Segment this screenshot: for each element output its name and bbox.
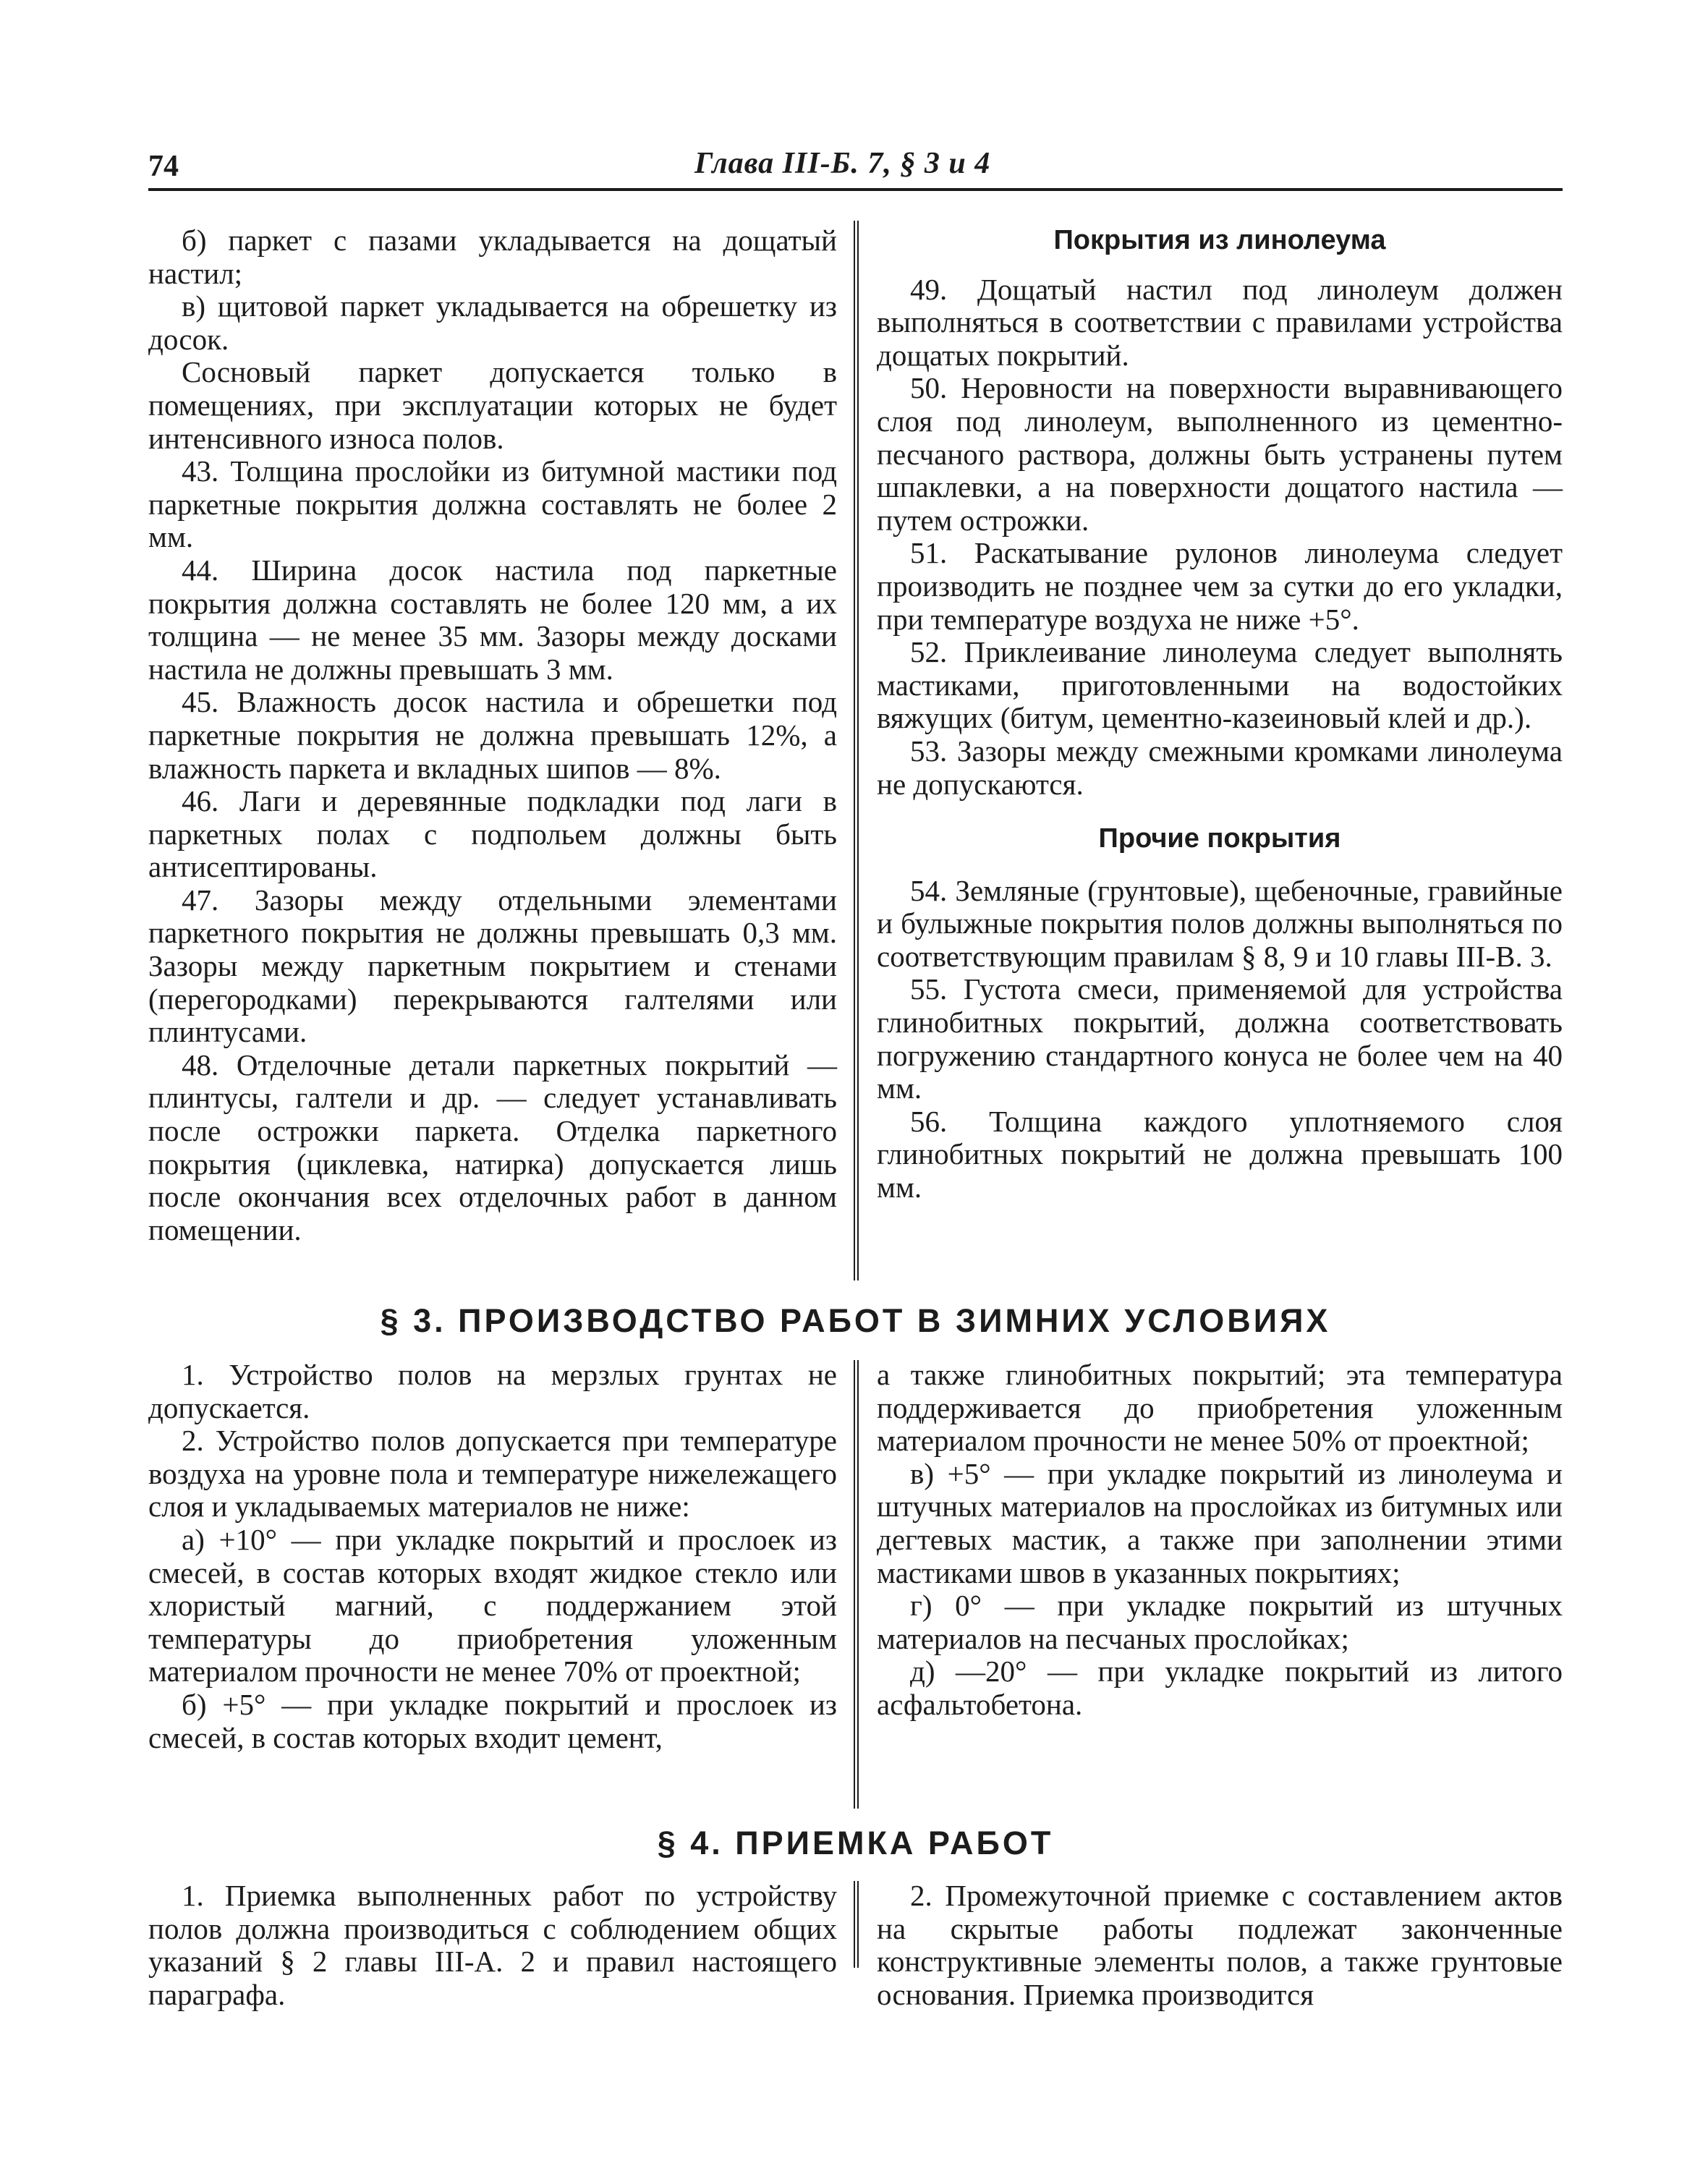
- paragraph: 51. Раскатывание рулонов линолеума следует производить не позднее чем за сутки до его укладки, при температуре воздуха не ниже +5°.: [877, 536, 1563, 636]
- column-divider: [854, 1360, 859, 1809]
- section-3-heading: § 3. ПРОИЗВОДСТВО РАБОТ В ЗИМНИХ УСЛОВИЯХ: [380, 1302, 1331, 1339]
- top-right-column: [877, 224, 1563, 1205]
- paragraph: в) щитовой паркет укладывается на обрешетку из досок.: [148, 289, 837, 356]
- section-4-left-column: [148, 1879, 837, 2011]
- header-rule: [148, 188, 1563, 191]
- paragraph: 48. Отделочные детали паркетных покрытий — плинтусы, галтели и др. — следует устанавливать после острожки паркета. Отделка паркетного покрытия (циклевка, натирка) допускается лишь после окончания всех отделочных работ в данном помещении.: [148, 1048, 837, 1246]
- column-divider: [854, 221, 859, 1280]
- paragraph: 45. Влажность досок настила и обрешетки под паркетные покрытия не должна превышать 12%, а влажность паркета и вкладных шипов — 8%.: [148, 685, 837, 785]
- running-title: Глава III-Б. 7, § 3 и 4: [694, 147, 991, 180]
- paragraph: 49. Дощатый настил под линолеум должен выполняться в соответствии с правилами устройства дощатых покрытий.: [877, 272, 1563, 372]
- paragraph: в) +5° — при укладке покрытий из линолеума и штучных материалов на прослойках из битумных или дегтевых мастик, а также при заполнении этими мастиками швов в указанных покрытиях;: [877, 1456, 1563, 1589]
- paragraph: 43. Толщина прослойки из битумной мастики под паркетные покрытия должна составлять не более 2 мм.: [148, 454, 837, 554]
- subsection-heading-linoleum: Покрытия из линолеума: [1053, 225, 1386, 255]
- paragraph: б) паркет с пазами укладывается на дощатый настил;: [148, 224, 837, 290]
- paragraph: 55. Густота смеси, применяемой для устройства глинобитных покрытий, должна соответствовать погружению стандартного конуса не более чем на 40 мм.: [877, 972, 1563, 1105]
- paragraph: г) 0° — при укладке покрытий из штучных материалов на песчаных прослойках;: [877, 1589, 1563, 1655]
- paragraph: 50. Неровности на поверхности выравнивающего слоя под линолеум, выполненного из цементно-песчаного раствора, должны быть устранены путем шпаклевки, а на поверхности дощатого настила — путем острожки.: [877, 371, 1563, 537]
- section-3-left-column: [148, 1359, 837, 1754]
- paragraph: Сосновый паркет допускается только в помещениях, при эксплуатации которых не будет интенсивного износа полов.: [148, 355, 837, 455]
- paragraph: 54. Земляные (грунтовые), щебеночные, гравийные и булыжные покрытия полов должны выполняться по соответствующим правилам § 8, 9 и 10 главы III-В. 3.: [877, 873, 1563, 973]
- column-divider: [854, 1881, 859, 1968]
- section-3-right-column: [877, 1359, 1563, 1722]
- paragraph: а также глинобитных покрытий; эта температура поддерживается до приобретения уложенным материалом прочности не менее 50% от проектной;: [877, 1358, 1563, 1458]
- top-left-column: [148, 224, 837, 1246]
- paragraph: 1. Приемка выполненных работ по устройству полов должна производиться с соблюдением общих указаний § 2 главы III-А. 2 и правил настоящего параграфа.: [148, 1879, 837, 2011]
- section-4-right-column: [877, 1879, 1563, 2011]
- paragraph: а) +10° — при укладке покрытий и прослоек из смесей, в состав которых входят жидкое стекло или хлористый магний, с поддержанием этой температуры до приобретения уложенным материалом прочности не менее 70% от проектной;: [148, 1522, 837, 1689]
- paragraph: 44. Ширина досок настила под паркетные покрытия должна составлять не более 120 мм, а их толщина — не менее 35 мм. Зазоры между досками настила не должны превышать 3 мм.: [148, 553, 837, 686]
- subsection-heading-other: Прочие покрытия: [1098, 823, 1341, 854]
- paragraph: 46. Лаги и деревянные подкладки под лаги в паркетных полах с подпольем должны быть антисептированы.: [148, 784, 837, 884]
- paragraph: 56. Толщина каждого уплотняемого слоя глинобитных покрытий не должна превышать 100 мм.: [877, 1104, 1563, 1205]
- page-number: 74: [148, 150, 179, 183]
- paragraph: д) —20° — при укладке покрытий из литого асфальтобетона.: [877, 1655, 1563, 1721]
- paragraph: 53. Зазоры между смежными кромками линолеума не допускаются.: [877, 734, 1563, 801]
- paragraph: б) +5° — при укладке покрытий и прослоек из смесей, в состав которых входит цемент,: [148, 1687, 837, 1754]
- paragraph: 2. Промежуточной приемке с составлением актов на скрытые работы подлежат законченные конструктивные элементы полов, а также грунтовые основания. Приемка производится: [877, 1879, 1563, 2011]
- paragraph: 2. Устройство полов допускается при температуре воздуха на уровне пола и температуре нижележащего слоя и укладываемых материалов не ниже:: [148, 1424, 837, 1524]
- section-4-heading: § 4. ПРИЕМКА РАБОТ: [657, 1825, 1054, 1861]
- paragraph: 47. Зазоры между отдельными элементами паркетного покрытия не должны превышать 0,3 мм. Зазоры между паркетным покрытием и стенами (перегородками) перекрываются галтелями или плинтусами.: [148, 883, 837, 1049]
- paragraph: 1. Устройство полов на мерзлых грунтах не допускается.: [148, 1358, 837, 1424]
- paragraph: 52. Приклеивание линолеума следует выполнять мастиками, приготовленными на водостойких вяжущих (битум, цементно-казеиновый клей и др.).: [877, 635, 1563, 735]
